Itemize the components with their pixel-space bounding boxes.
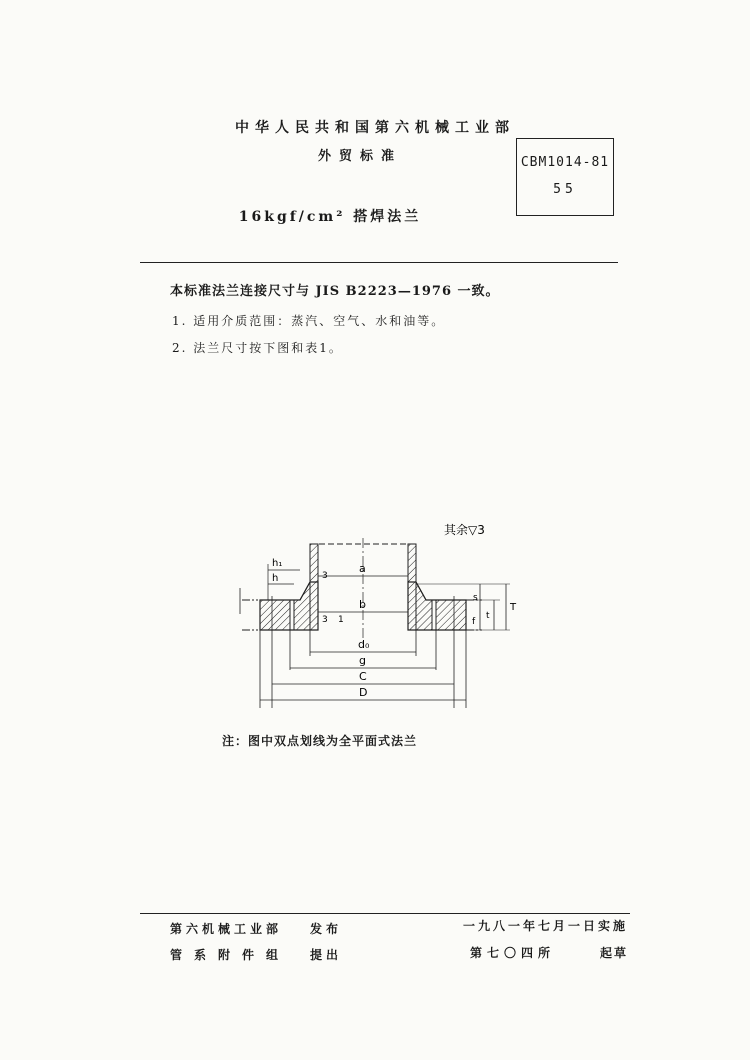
top-divider (140, 262, 618, 263)
ministry-header: 中华人民共和国第六机械工业部 (235, 120, 515, 136)
issuer: 第六机械工业部 (170, 922, 283, 936)
pipe-wall-right (408, 544, 416, 630)
svg-text:b: b (359, 598, 366, 611)
effective-date: 一九八一年七月一日实施 (463, 919, 629, 933)
intro-line: 本标准法兰连接尺寸与 JIS B2223—1976 一致。 (170, 284, 500, 299)
standard-code: CBM1014-81 (520, 155, 610, 170)
document-title: 16kgf/cm² 搭焊法兰 (238, 209, 422, 225)
svg-text:f: f (472, 617, 476, 627)
svg-text:t: t (486, 611, 490, 621)
page-number: 55 (553, 182, 577, 197)
proposer: 管系附件组 (170, 948, 291, 962)
svg-text:D: D (359, 686, 368, 699)
item-1: 1. 适用介质范围：蒸汽、空气、水和油等。 (172, 314, 446, 328)
svg-text:g: g (359, 654, 366, 667)
drawing-note: 注：图中双点划线为全平面式法兰 (222, 734, 418, 748)
pipe-wall-left (310, 544, 318, 630)
bottom-divider (140, 913, 630, 914)
standard-code-box (516, 138, 614, 216)
svg-text:h: h (272, 573, 279, 584)
svg-text:1: 1 (338, 615, 344, 625)
draft-action: 起草 (600, 946, 629, 960)
svg-text:C: C (359, 670, 367, 683)
item-2: 2. 法兰尺寸按下图和表1。 (172, 341, 343, 355)
svg-text:T: T (510, 602, 517, 613)
roughness-mark: 其余▽3 (444, 523, 485, 537)
drafter: 第七〇四所 (470, 946, 556, 960)
propose-action: 提出 (310, 948, 343, 962)
standard-type: 外贸标准 (317, 149, 402, 164)
svg-text:d₀: d₀ (358, 638, 370, 651)
svg-text:3: 3 (322, 615, 328, 625)
flange-drawing (210, 518, 530, 718)
svg-text:h₁: h₁ (272, 558, 283, 569)
svg-text:3: 3 (322, 571, 328, 581)
svg-text:s: s (473, 593, 478, 603)
issue-action: 发布 (310, 922, 343, 936)
svg-text:a: a (359, 562, 366, 575)
